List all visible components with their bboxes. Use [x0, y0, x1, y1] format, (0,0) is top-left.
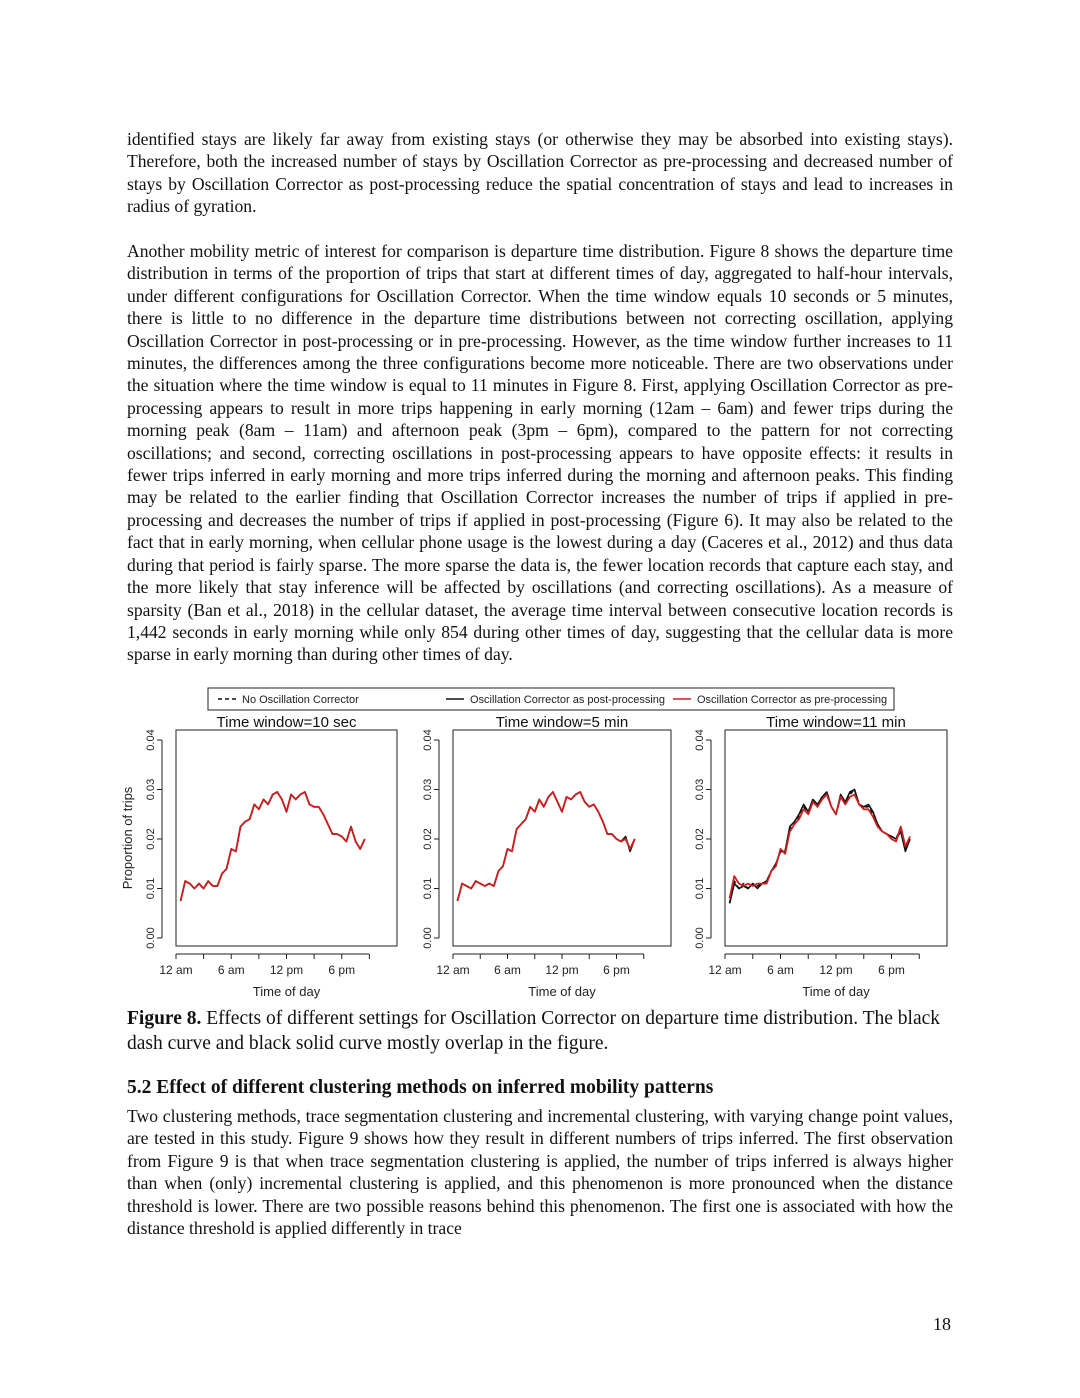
plot-frame-3 — [725, 730, 947, 946]
paragraph-radius-gyration: identified stays are likely far away from existing stays (or otherwise they may be absorbed into existing stays). Therefore, both the increased number of stays by Oscillation Corrector as pre-processing and decreased number of stays by Oscillation Corrector as post-processing reduce the spatial concentration of stays and lead to increases in radius of gyration. — [127, 129, 953, 217]
y-tick-label-1-2: 0.02 — [145, 828, 157, 850]
x-tick-label-3-2: 12 pm — [819, 963, 853, 977]
x-tick-label-1-1: 6 am — [217, 963, 245, 977]
series-line-2-1 — [458, 792, 635, 901]
caption-text: Effects of different settings for Oscillation Corrector on departure time distribution. The black dash curve and black solid curve mostly overlap in the figure. — [127, 1008, 941, 1054]
section-heading: 5.2 Effect of different clustering methods on inferred mobility patterns — [127, 1077, 714, 1098]
x-tick-label-1-3: 6 pm — [328, 963, 356, 977]
series-line-1-2 — [181, 792, 365, 901]
y-tick-label-1-3: 0.03 — [145, 778, 157, 801]
page-number: 18 — [933, 1314, 951, 1334]
x-tick-label-3-0: 12 am — [708, 963, 742, 977]
series-line-2-3 — [458, 792, 635, 901]
x-tick-label-2-1: 6 am — [494, 963, 521, 977]
plot-frame-2 — [453, 730, 671, 946]
x-axis-label-3: Time of day — [802, 984, 870, 999]
paragraph-departure-time: Another mobility metric of interest for comparison is departure time distribution. Figure 8 shows the departure time distribution in terms of the proportion of trips that start at different times of day, aggregated to half-hour intervals, under different configurations for Oscillation Corrector. When the time window equals 10 seconds or 5 minutes, there is little to no difference in the departure time distributions between not correcting oscillation, applying Oscillation Corrector in post-processing or in pre-processing. However, as the time window further increases to 11 minutes, the differences among the three configurations become more noticeable. There are two observations under the situation where the time window is equal to 11 minutes in Figure 8. First, applying Oscillation Corrector as pre-processing appears to result in more trips happening in early morning (12am – 6am) and fewer trips during the morning peak (8am – 11am) and afternoon peak (3pm – 6pm), compared to the pattern for not correcting oscillations; and second, correcting oscillations in post-processing appears to have opposite effects: it results in fewer trips inferred in early morning and more trips inferred during the morning and afternoon peaks. This finding may be related to the earlier finding that Oscillation Corrector increases the number of trips if applied in pre-processing and decreases the number of trips if applied in post-processing (Figure 6). It may also be related to the fact that in early morning, when cellular phone usage is the lowest during a day (Caceres et al., 2012) and thus data during that period is fairly sparse. The more sparse the data is, the fewer location records that capture each stay, and the more likely that stay inference will be affected by oscillations (and correcting oscillations). As a measure of sparsity (Ban et al., 2018) in the cellular dataset, the average time interval between consecutive location records is 1,442 seconds in early morning while only 854 during other times of day, suggesting that the cellular data is more sparse in early morning than during other times of day. — [127, 241, 953, 665]
x-tick-label-1-0: 12 am — [159, 963, 193, 977]
series-line-3-3 — [730, 795, 910, 899]
figure-caption — [127, 1007, 967, 1056]
legend-label-1: No Oscillation Corrector — [242, 694, 359, 706]
plot-frame-1 — [176, 730, 397, 946]
y-tick-label-2-1: 0.01 — [422, 877, 434, 900]
y-tick-label-2-4: 0.04 — [422, 729, 434, 751]
series-line-2-2 — [458, 792, 635, 901]
series-line-3-1 — [730, 790, 910, 904]
y-tick-label-1-4: 0.04 — [145, 729, 157, 751]
y-tick-label-1-1: 0.01 — [145, 877, 157, 900]
figure-8-chart — [120, 686, 960, 1006]
y-tick-label-3-3: 0.03 — [694, 778, 706, 801]
x-axis-label-2: Time of day — [528, 984, 596, 999]
x-tick-label-2-0: 12 am — [436, 963, 470, 977]
y-axis-label: Proportion of trips — [120, 786, 135, 890]
legend-label-3: Oscillation Corrector as pre-processing — [697, 694, 888, 706]
y-tick-label-2-2: 0.02 — [422, 828, 434, 850]
x-tick-label-1-2: 12 pm — [269, 963, 304, 977]
y-tick-label-2-3: 0.03 — [422, 778, 434, 801]
paragraph-clustering: Two clustering methods, trace segmentation clustering and incremental clustering, with varying change point values, are tested in this study. Figure 9 shows how they result in different numbers of trips inferred. The first observation from Figure 9 is that when trace segmentation clustering is applied, the number of trips inferred is always higher than when (only) incremental clustering is applied, and this phenomenon is more pronounced when the distance threshold is lower. There are two possible reasons behind this phenomenon. The first one is associated with how the distance threshold is applied differently in trace — [127, 1106, 953, 1239]
y-tick-label-3-2: 0.02 — [694, 828, 706, 850]
y-tick-label-3-4: 0.04 — [694, 729, 706, 751]
panel-title-1: Time window=10 sec — [216, 714, 357, 731]
caption-label: Figure 8. — [127, 1008, 202, 1029]
x-tick-label-3-1: 6 am — [767, 963, 794, 977]
panel-title-2: Time window=5 min — [495, 714, 629, 731]
x-axis-label-1: Time of day — [252, 984, 321, 999]
y-tick-label-3-0: 0.00 — [694, 927, 706, 949]
panel-title-3: Time window=11 min — [766, 714, 906, 731]
x-tick-label-2-3: 6 pm — [603, 963, 630, 977]
y-tick-label-2-0: 0.00 — [422, 927, 434, 949]
series-line-1-1 — [181, 792, 365, 901]
legend-label-2: Oscillation Corrector as post-processing — [470, 694, 666, 706]
x-tick-label-2-2: 12 pm — [545, 963, 579, 977]
series-line-1-3 — [181, 792, 365, 901]
y-tick-label-3-1: 0.01 — [694, 877, 706, 900]
y-tick-label-1-0: 0.00 — [145, 927, 157, 949]
x-tick-label-3-3: 6 pm — [878, 963, 905, 977]
